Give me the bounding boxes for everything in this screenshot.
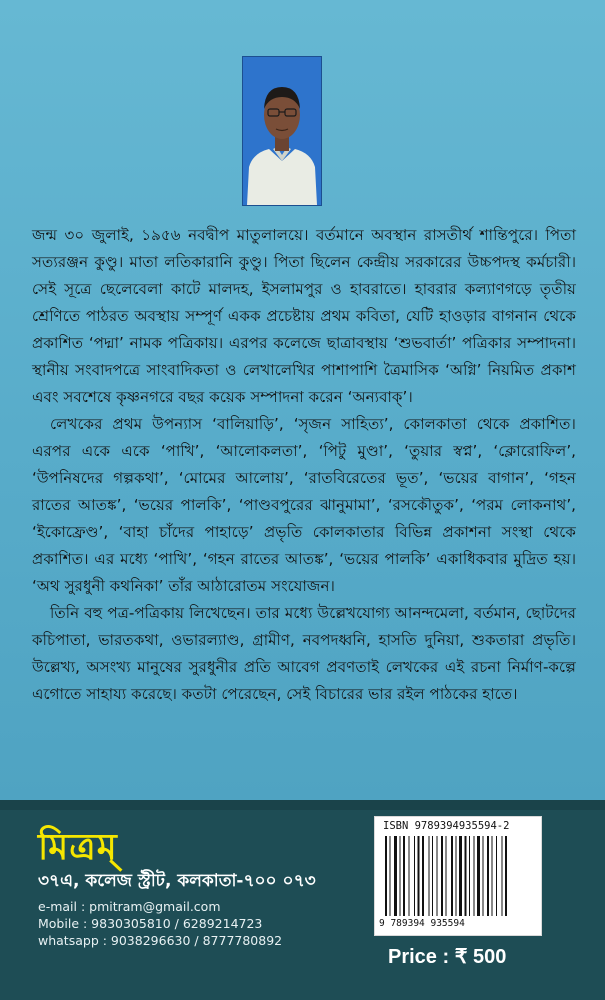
price-label: Price : ₹ 500	[388, 946, 507, 968]
footer-divider	[0, 800, 605, 810]
publisher-contact	[38, 898, 282, 949]
publisher-mobile: Mobile : 9830305810 / 6289214723	[38, 916, 263, 931]
bio-paragraph: লেখকের প্রথম উপন্যাস ‘বালিয়াড়ি’, ‘সৃজন সাহিত্য’, কোলকাতা থেকে প্রকাশিত। এরপর একে একে ‘পাখি’, ‘আলোকলতা’, ‘পিটু মুণ্ডা’, ‘তুয়ার স্বপ্ন’, ‘ক্লোরোফিল’, ‘উপনিষদের গল্পকথা’, ‘মোমের আলোয়’, ‘রাতবিরেতের ভূত’, ‘ভয়ের বাগান’, ‘গহন রাতের আতঙ্ক’, ‘ভয়ের পালকি’, ‘পাণ্ডবপুরের ঝানুমামা’, ‘রসকৌতুক’, ‘পরম লোকনাথ’, ‘ইকোফ্রেণ্ড’, ‘বাহা চাঁদের পাহাড়ে’ প্রভৃতি কোলকাতার বিভিন্ন প্রকাশনা সংস্থা থেকে প্রকাশিত। এর মধ্যে ‘পাখি’, ‘গহন রাতের আতঙ্ক’, ‘ভয়ের পালকি’ একাধিকবার মুদ্রিত হয়। ‘অথ সুরধুনী কথনিকা’ তাঁর আঠারোতম সংযোজন।	[32, 415, 576, 595]
barcode-digits: 9 789394 935594	[379, 918, 465, 929]
bio-paragraph: জন্ম ৩০ জুলাই, ১৯৫৬ নবদ্বীপ মাতুলালয়ে। বর্তমানে অবস্থান রাসতীর্থ শান্তিপুরে। পিতা সত্যরঞ্জন কুণ্ডু। মাতা লতিকারানি কুণ্ডু। পিতা ছিলেন কেন্দ্রীয় সরকারের উচ্চপদস্থ কর্মচারী। সেই সূত্রে ছেলেবেলা কাটে মালদহ, ইসলামপুর ও হাবরাতে। হাবরার কল্যাণগড়ে তৃতীয় শ্রেণিতে পাঠরত অবস্থায় সম্পূর্ণ একক প্রচেষ্টায় প্রথম কবিতা, যেটি হাওড়ার বাগনান থেকে প্রকাশিত ‘পদ্মা’ নামক পত্রিকায়। এরপর কলেজে ছাত্রাবস্থায় ‘শুভবার্তা’ পত্রিকার সম্পাদনা। স্থানীয় সংবাদপত্রে সাংবাদিকতা ও লেখালেখির পাশাপাশি ত্রৈমাসিক ‘অগ্নি’ নিয়মিত প্রকাশ এবং সবশেষে কৃষ্ণনগরে বছর কয়েক সম্পাদনা করেন ‘অন্যবাক্’।	[32, 226, 576, 406]
author-bio	[32, 222, 576, 708]
barcode-bars	[383, 836, 533, 916]
bio-paragraph: তিনি বহু পত্র-পত্রিকায় লিখেছেন। তার মধ্যে উল্লেখযোগ্য আনন্দমেলা, বর্তমান, ছোটদের কচিপাতা, ভারতকথা, ওভারল্যাণ্ড, গ্রামীণ, নবপদধ্বনি, হাসতি দুনিয়া, শুকতারা প্রভৃতি। উল্লেখ্য, অসংখ্য মানুষের সুরধুনীর প্রতি আবেগ প্রবণতাই লেখকের এই রচনা নির্মাণ-কল্পে এগোতে সাহায্য করেছে। কতটা পেরেছেন, সেই বিচারের ভার রইল পাঠকের হাতে।	[32, 604, 576, 703]
publisher-address: ৩৭এ, কলেজ স্ট্রীট, কলকাতা-৭০০ ০৭৩	[38, 871, 316, 891]
publisher-email: e-mail : pmitram@gmail.com	[38, 899, 221, 914]
author-photo	[242, 56, 322, 206]
isbn-barcode	[374, 816, 542, 936]
publisher-whatsapp: whatsapp : 9038296630 / 8777780892	[38, 933, 283, 948]
isbn-label: ISBN 9789394935594-2	[383, 820, 510, 832]
author-portrait-image	[243, 57, 321, 205]
publisher-logo: মিত্রম্	[38, 827, 118, 868]
